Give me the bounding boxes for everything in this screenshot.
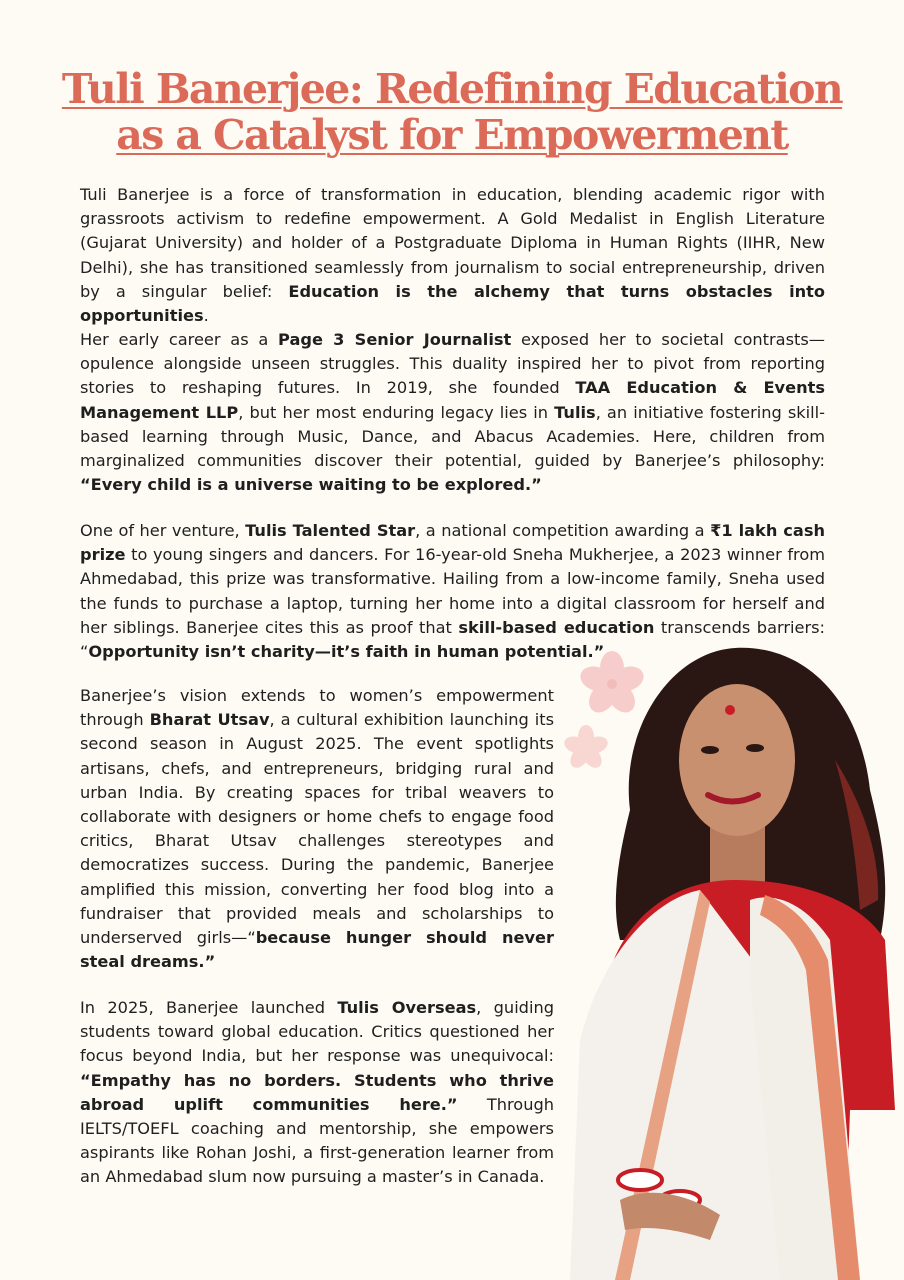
- text: Banerjee’s vision extends to women’s empowerment through: [80, 686, 554, 730]
- paragraph-tulis-overseas: [80, 996, 554, 1190]
- text: Tuli Banerjee is a force of transformation in education, blending academic rigor with grassroots activism to redefine empowerment. A Gold Medalist in English Literature (Gujarat University) and holder of a Postgraduate Diploma in Human Rights (IIHR, New Delhi), she has transitioned seamlessly from journalism to social entrepreneurship, driven by a singular belief:: [80, 185, 825, 301]
- article-title: Tuli Banerjee: Redefining Education as a Catalyst for Empowerment: [61, 65, 843, 159]
- bold-quote: “Empathy has no borders. Students who thrive abroad uplift communities here.”: [80, 1070, 554, 1114]
- text: to young singers and dancers. For 16-year-old Sneha Mukherjee, a 2023 winner from Ahmedabad, this prize was transformative. Hailing from a low-income family, Sneha used the funds to purchase a laptop, turning her home into a digital classroom for herself and her siblings. Banerjee cites this as proof that: [80, 545, 825, 637]
- bold-quote: Education is the alchemy that turns obstacles into opportunities: [80, 281, 825, 326]
- paragraph-bharat-utsav: [80, 684, 554, 974]
- text: Her early career as a: [80, 330, 279, 349]
- bold-phrase: ₹1 lakh cash prize: [80, 521, 825, 565]
- text: , a cultural exhibition launching its second season in August 2025. The event spotlights artisans, chefs, and entrepreneurs, bridging rural and urban India. By creating spaces for tribal weavers to collaborate with designers or home chefs to engage food critics, Bharat Utsav challenges stereotypes and democratizes success. During the pandemic, Banerjee amplified this mission, converting her food blog into a fundraiser that provided meals and scholarships to underserved girls—“: [80, 710, 555, 948]
- text: .: [203, 306, 209, 326]
- bindi: [725, 705, 735, 715]
- text: Through IELTS/TOEFL coaching and mentorship, she empowers aspirants like Rohan Joshi, a first-generation learner from an Ahmedabad slum now pursuing a master’s in Canada.: [80, 1094, 554, 1187]
- text: exposed her to societal contrasts—opulence alongside unseen struggles. This duality inspired her to pivot from reporting stories to reshaping futures. In 2019, she founded: [80, 330, 825, 398]
- paragraph-intro: [80, 183, 825, 328]
- text: transcends barriers: “: [80, 617, 826, 662]
- bold-quote: because hunger should never steal dreams.”: [80, 928, 554, 972]
- bold-phrase: TAA Education & Events Management LLP: [80, 378, 825, 422]
- bold-phrase: Tulis Overseas: [337, 998, 477, 1017]
- bold-phrase: Tulis Talented Star: [245, 521, 416, 540]
- bold-phrase: Bharat Utsav: [149, 710, 270, 730]
- text: In 2025, Banerjee launched: [80, 998, 338, 1017]
- bold-phrase: Page 3 Senior Journalist: [278, 330, 512, 349]
- text: One of her venture,: [80, 521, 246, 540]
- text: , an initiative fostering skill-based learning through Music, Dance, and Abacus Academies. Here, children from marginalized communities discover their potential, guided by Banerjee’s philosophy:: [80, 402, 825, 471]
- bold-quote: Opportunity isn’t charity—it’s faith in human potential.”: [88, 642, 605, 662]
- text: , guiding students toward global education. Critics questioned her focus beyond India, but her response was unequivocal:: [80, 998, 554, 1066]
- bold-phrase: Tulis: [554, 402, 596, 422]
- bold-quote: “Every child is a universe waiting to be explored.”: [80, 475, 542, 495]
- paragraph-career: [80, 328, 825, 497]
- bold-phrase: skill-based education: [458, 617, 655, 637]
- text: , but her most enduring legacy lies in: [238, 402, 555, 422]
- portrait-photo: [560, 640, 904, 1280]
- text: , a national competition awarding a: [415, 521, 711, 540]
